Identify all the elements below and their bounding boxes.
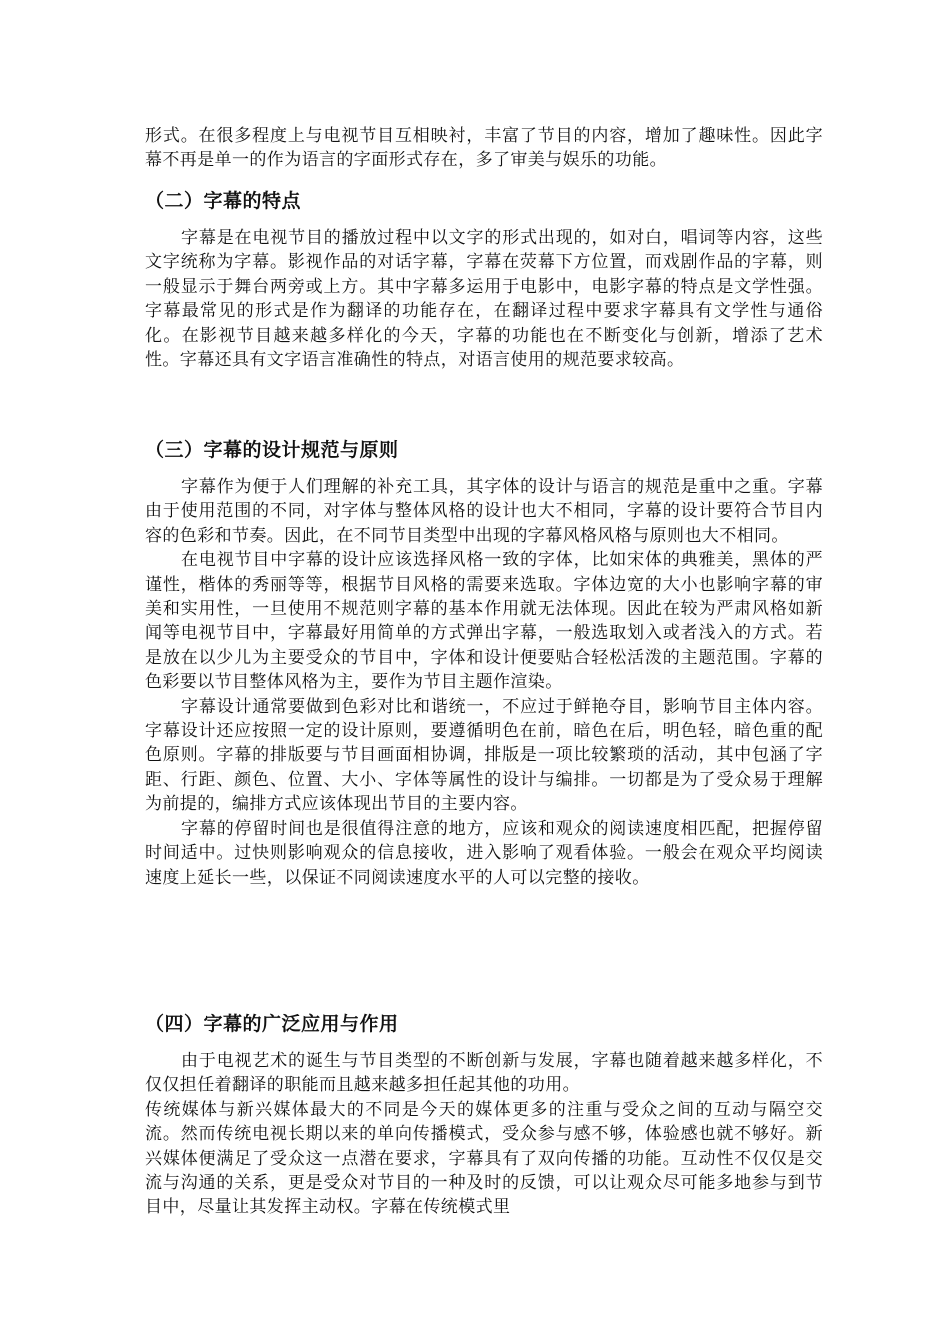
section-4-paragraph-1: 由于电视艺术的诞生与节目类型的不断创新与发展，字幕也随着越来越多样化，不仅仅担任着翻译的职能而且越来越多担任起其他的功用。 (145, 1051, 823, 1096)
continuation-text-block (145, 124, 823, 173)
continuation-paragraph: 形式。在很多程度上与电视节目互相映衬，丰富了节目的内容，增加了趣味性。因此字幕不再是单一的作为语言的字面形式存在，多了审美与娱乐的功能。 (145, 126, 823, 171)
section-3-paragraph-3: 字幕设计通常要做到色彩对比和谐统一，不应过于鲜艳夺目，影响节目主体内容。字幕设计还应按照一定的设计原则，要遵循明色在前，暗色在后，明色轻，暗色重的配色原则。字幕的排版要与节目画面相协调，排版是一项比较繁琐的活动，其中包涵了字距、行距、颜色、位置、大小、字体等属性的设计与编排。一切都是为了受众易于理解为前提的，编排方式应该体现出节目的主要内容。 (145, 696, 823, 815)
section-4-body (145, 1049, 823, 1220)
section-3-paragraph-2: 在电视节目中字幕的设计应该选择风格一致的字体，比如宋体的典雅美，黑体的严谨性，楷体的秀丽等等，根据节目风格的需要来选取。字体边宽的大小也影响字幕的审美和实用性，一旦使用不规范则字幕的基本作用就无法体现。因此在较为严肃风格如新闻等电视节目中，字幕最好用简单的方式弹出字幕，一般选取划入或者浅入的方式。若是放在以少儿为主要受众的节目中，字体和设计便要贴合轻松活泼的主题范围。字幕的色彩要以节目整体风格为主，要作为节目主题作渲染。 (145, 550, 823, 693)
section-heading-3: （三）字幕的设计规范与原则 (145, 439, 399, 461)
section-3-paragraph-4: 字幕的停留时间也是很值得注意的地方，应该和观众的阅读速度相匹配，把握停留时间适中。过快则影响观众的信息接收，进入影响了观看体验。一般会在观众平均阅读速度上延长一些，以保证不同阅读速度水平的人可以完整的接收。 (145, 818, 823, 888)
section-4-paragraph-2: 传统媒体与新兴媒体最大的不同是今天的媒体更多的注重与受众之间的互动与隔空交流。然而传统电视长期以来的单向传播模式，受众参与感不够，体验感也就不够好。新兴媒体便满足了受众这一点潜在要求，字幕具有了双向传播的功能。互动性不仅仅是交流与沟通的关系，更是受众对节目的一种及时的反馈，可以让观众尽可能多地参与到节目中，尽量让其发挥主动权。字幕在传统模式里 (145, 1099, 823, 1218)
section-3-paragraph-1: 字幕作为便于人们理解的补充工具，其字体的设计与语言的规范是重中之重。字幕由于使用范围的不同，对字体与整体风格的设计也大不相同，字幕的设计要符合节目内容的色彩和节奏。因此，在不同节目类型中出现的字幕风格风格与原则也大不相同。 (145, 477, 823, 546)
section-2-body (145, 226, 823, 372)
section-2-paragraph-1: 字幕是在电视节目的播放过程中以文字的形式出现的，如对白，唱词等内容，这些文字统称为字幕。影视作品的对话字幕，字幕在荧幕下方位置，而戏剧作品的字幕，则一般显示于舞台两旁或上方。其中字幕多运用于电影中，电影字幕的特点是文学性强。字幕最常见的形式是作为翻译的功能存在，在翻译过程中要求字幕具有文学性与通俗化。在影视节目越来越多样化的今天，字幕的功能也在不断变化与创新，增添了艺术性。字幕还具有文字语言准确性的特点，对语言使用的规范要求较高。 (145, 228, 823, 371)
section-heading-4: （四）字幕的广泛应用与作用 (145, 1013, 399, 1035)
section-3-body (145, 475, 823, 890)
section-heading-2: （二）字幕的特点 (145, 190, 302, 212)
